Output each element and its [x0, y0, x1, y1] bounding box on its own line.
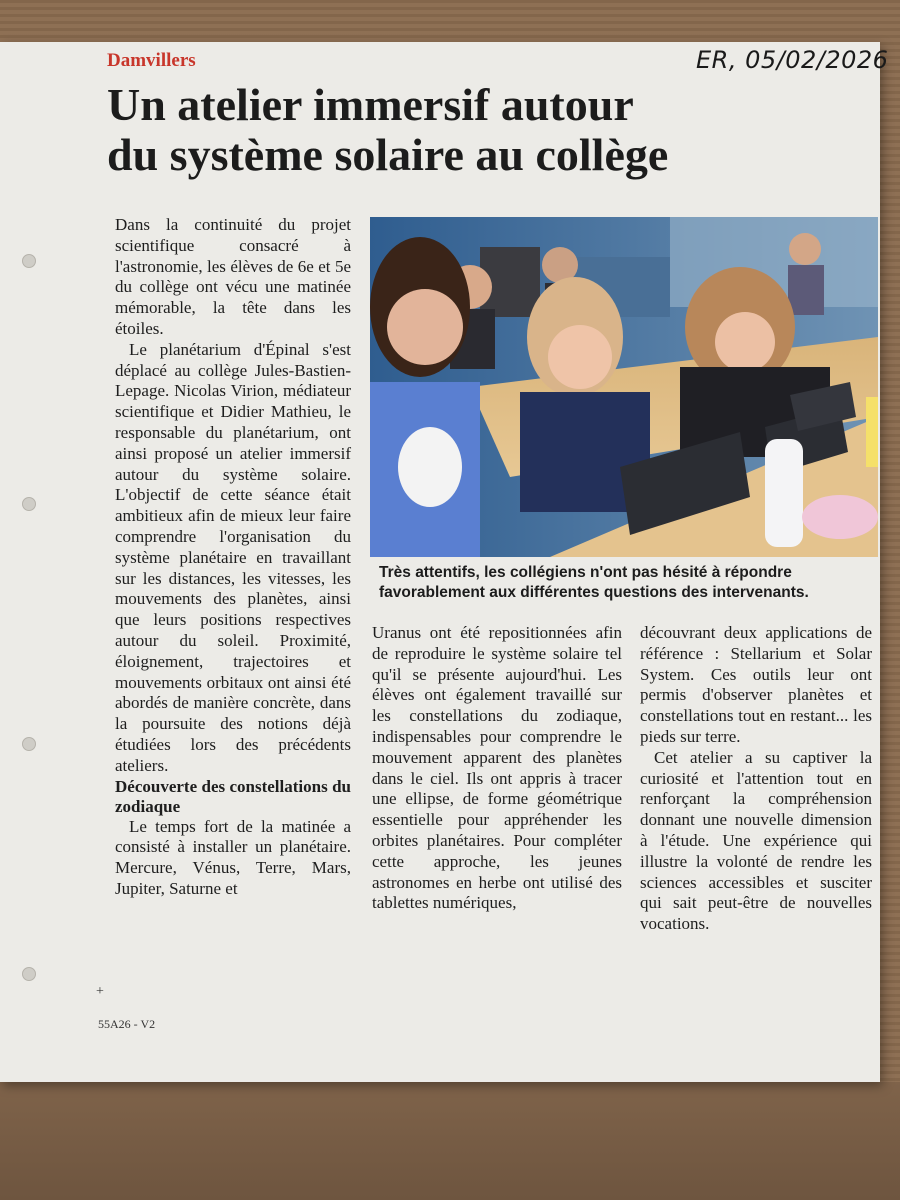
headline: [107, 80, 807, 180]
section-label: Damvillers: [107, 50, 196, 71]
article-column-2: [372, 623, 622, 914]
article-column-3: [640, 623, 872, 935]
body-paragraph: Cet atelier a su captiver la curiosité et l'attention tout en renforçant la compréhension donnant une nouvelle dimension à l'étude. Une expérience qui illustre la volonté de rendre les sciences accessibles et susciter qui sait peut-être de nouvelles vocations.: [640, 747, 872, 934]
body-paragraph: Uranus ont été repositionnées afin de reproduire le système solaire tel qu'il se présente aujourd'hui. Les élèves ont également travaillé sur les constellations du zodiaque, indispensables pour comprendre le mouvement apparent des planètes dans le ciel. Ils ont appris à tracer une ellipse, de forme géométrique essentielle pour appréhender les orbites planétaires. Pour compléter cette approche, les jeunes astronomes en herbe ont utilisé des tablettes numériques,: [372, 623, 622, 913]
handwritten-date-note: ER, 05/02/2026: [696, 46, 889, 74]
classroom-photo: [370, 217, 878, 557]
body-paragraph: Le temps fort de la matinée a consisté à installer un planétaire. Mercure, Vénus, Terre, Mars, Jupiter, Saturne et: [115, 816, 351, 898]
wooden-table: [0, 1082, 900, 1200]
binder-hole: [22, 254, 36, 268]
headline-line-2: du système solaire au collège: [107, 129, 669, 180]
registration-mark: +: [96, 984, 104, 999]
photo-caption: Très attentifs, les collégiens n'ont pas hésité à répondre favorablement aux différentes questions des intervenants.: [379, 564, 809, 601]
binder-hole: [22, 497, 36, 511]
binder-hole: [22, 737, 36, 751]
article-column-1: [115, 215, 351, 900]
photo-illustration: [370, 217, 878, 557]
lead-paragraph: Dans la continuité du projet scientifique consacré à l'astronomie, les élèves de 6e et 5e du collège ont vécu une matinée mémorable, la tête dans les étoiles.: [115, 215, 351, 338]
body-paragraph: découvrant deux applications de référence : Stellarium et Solar System. Ces outils leur ont permis d'observer planètes et constellations tout en restant... les pieds sur terre.: [640, 623, 872, 746]
body-paragraph: Le planétarium d'Épinal s'est déplacé au collège Jules-Bastien-Lepage. Nicolas Virion, médiateur scientifique et Didier Mathieu, le responsable du planétarium, ont ainsi proposé un atelier immersif autour du système solaire. L'objectif de cette séance était ambitieux afin de mieux leur faire comprendre l'organisation du système planétaire en travaillant sur les distances, les vitesses, les mouvements des planètes, ainsi que leurs positions respectives autour du soleil. Proximité, éloignement, trajectoires et mouvements orbitaux ont ainsi été abordés de manière concrète, dans la poursuite des notions déjà étudiées lors des précédents ateliers.: [115, 339, 351, 775]
headline-line-1: Un atelier immersif autour: [107, 79, 634, 130]
subheading: Découverte des constellations du zodiaque: [115, 776, 351, 816]
page-code: 55A26 - V2: [98, 1017, 156, 1031]
binder-hole: [22, 967, 36, 981]
